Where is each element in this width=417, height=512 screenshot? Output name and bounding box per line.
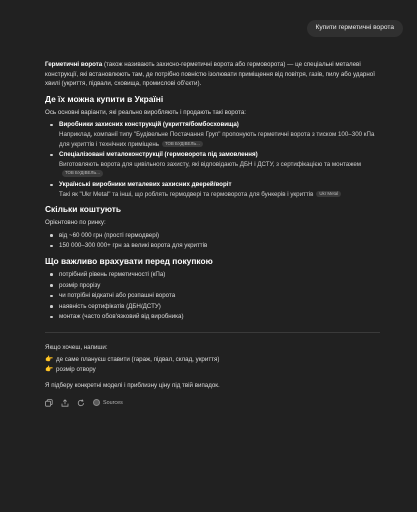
list-item [45, 150, 380, 179]
followup-points [45, 355, 380, 375]
heading-consider: Що важливо врахувати перед покупкою [45, 255, 213, 266]
list-item: потрібний рівень герметичності (кПа) [45, 270, 380, 280]
list-item: від ~60 000 грн (прості гермодвері) [45, 231, 380, 241]
intro-term: Герметичні ворота [45, 61, 103, 68]
source-chip[interactable]: Ukr Metal [316, 191, 341, 198]
list-item-title: Виробники захисних конструкцій (укриття/бомбосховища) [59, 121, 239, 129]
refresh-icon[interactable] [77, 399, 85, 407]
source-chip[interactable]: ТОВ БУДІВЕЛЬ... [162, 141, 203, 148]
consider-list [45, 270, 380, 322]
list-item-desc: Виготовляють ворота для цивільного захисту, які відповідають ДБН і ДСТУ, з сертифікацією та монтажем [59, 160, 362, 168]
followup-point [45, 355, 380, 365]
list-item-title: Спеціалізовані металоконструкції (гермоворота під замовлення) [59, 151, 258, 159]
list-item: чи потрібні відкатні або розпашні ворота [45, 291, 380, 301]
list-item-desc: Наприклад, компанії типу "Будівельне Постачання Груп" пропонують герметичні ворота з тиском 100–300 кПа для укриттів і технічних приміщень [59, 130, 375, 148]
share-icon[interactable] [61, 399, 69, 407]
where-list [45, 120, 380, 199]
heading-price: Скільки коштують [45, 204, 122, 215]
sources-button[interactable] [93, 399, 123, 407]
where-lead: Ось основні варіанти, які реально виробляють і продають такі ворота: [45, 108, 246, 116]
followup-point [45, 365, 380, 375]
user-message-bubble: Купити герметичні ворота [307, 20, 403, 37]
intro-paragraph [45, 60, 380, 89]
list-item-title: Українські виробники металевих захисних дверей/воріт [59, 181, 232, 189]
followup-point-text: де саме плануєш ставити (гараж, підвал, склад, укриття) [56, 355, 220, 363]
copy-icon[interactable] [45, 399, 53, 407]
list-item [45, 120, 380, 149]
followup-lead: Якщо хочеш, напиши: [45, 343, 108, 351]
list-item: наявність сертифікатів (ДБН/ДСТУ) [45, 302, 380, 312]
list-item: розмір прорізу [45, 281, 380, 291]
intro-text: (також називають захисно-герметичні ворота або гермоворота) — це спеціальні металеві конструкції, які встановлюють там, де потрібно повністю ізолювати приміщення від повітря, газів, пилу або ударної хвилі (укриття, підвали, сховища, промислові об'єкти). [45, 61, 375, 88]
source-chip[interactable]: ТОВ БУДІВЕЛЬ... [62, 170, 103, 177]
pointing-hand-icon: 👉 [45, 355, 54, 363]
heading-where-to-buy: Де їх можна купити в Україні [45, 93, 164, 104]
list-item-desc: Такі як "Ukr Metal" та інші, що роблять гермодвері та гермоворота для бункерів і укриттів [59, 190, 314, 198]
pointing-hand-icon: 👉 [45, 365, 54, 373]
list-item: монтаж (часто обов'язковий від виробника) [45, 312, 380, 322]
followup-point-text: розмір отвору [56, 366, 96, 374]
price-list [45, 231, 380, 251]
list-item: 150 000–300 000+ грн за великі ворота для укриттів [45, 241, 380, 251]
assistant-answer [45, 60, 380, 407]
divider [45, 332, 380, 333]
sources-label: Sources [103, 399, 123, 406]
list-item [45, 180, 380, 199]
source-favicon-icon [93, 399, 100, 406]
message-actions [45, 399, 380, 407]
followup-closing: Я підберу конкретні моделі і приблизну ціну під твій випадок. [45, 382, 220, 389]
price-note: Орієнтовно по ринку: [45, 219, 106, 227]
